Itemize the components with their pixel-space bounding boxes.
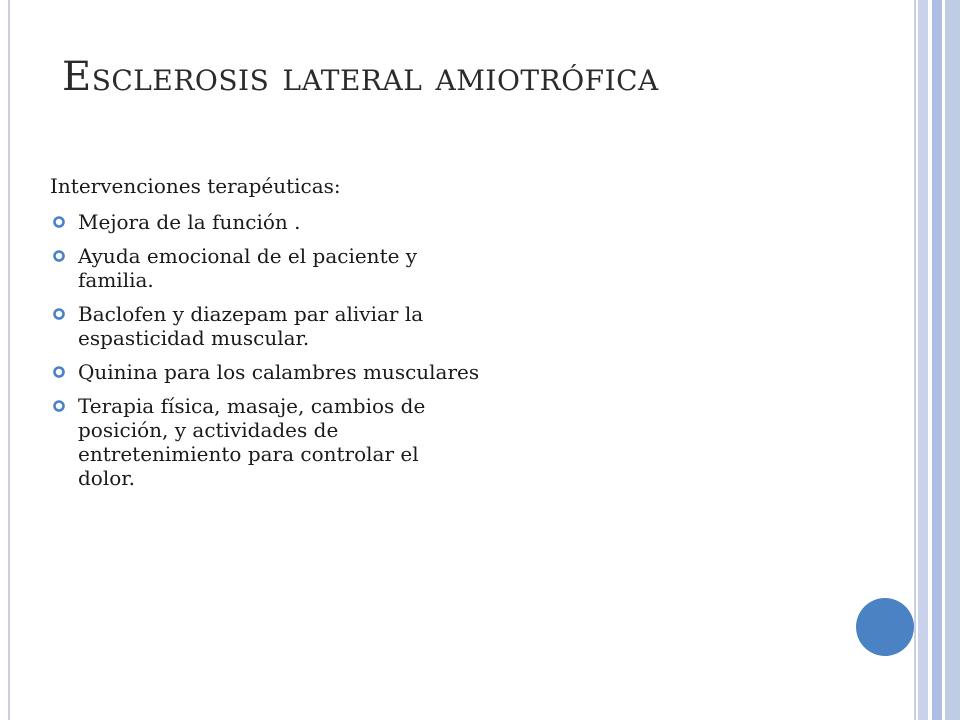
- intro-text: Intervenciones terapéuticas:: [50, 174, 341, 198]
- bullet-list: [50, 210, 480, 500]
- bullet-item: [50, 244, 480, 292]
- bullet-text: Mejora de la función .: [78, 210, 301, 234]
- ring-bullet-icon: [52, 307, 66, 321]
- ring-bullet-icon: [52, 399, 66, 413]
- bullet-text: Terapia física, masaje, cambios de posición, y actividades de entretenimiento para controlar el dolor.: [78, 394, 426, 490]
- decor-stripe: [932, 0, 942, 720]
- accent-circle: [856, 598, 914, 656]
- ring-bullet-icon: [52, 249, 66, 263]
- decor-stripe: [918, 0, 928, 720]
- decor-stripe: [945, 0, 960, 720]
- bullet-item: [50, 394, 480, 490]
- bullet-text: Baclofen y diazepam par aliviar la espasticidad muscular.: [78, 302, 424, 350]
- bullet-item: [50, 302, 480, 350]
- bullet-item: [50, 360, 480, 384]
- bullet-text: Ayuda emocional de el paciente y familia.: [78, 244, 418, 292]
- ring-bullet-icon: [52, 215, 66, 229]
- bullet-item: [50, 210, 480, 234]
- bullet-text: Quinina para los calambres musculares: [78, 360, 480, 384]
- ring-bullet-icon: [52, 365, 66, 379]
- slide-title: Esclerosis lateral amiotrófica: [62, 54, 659, 100]
